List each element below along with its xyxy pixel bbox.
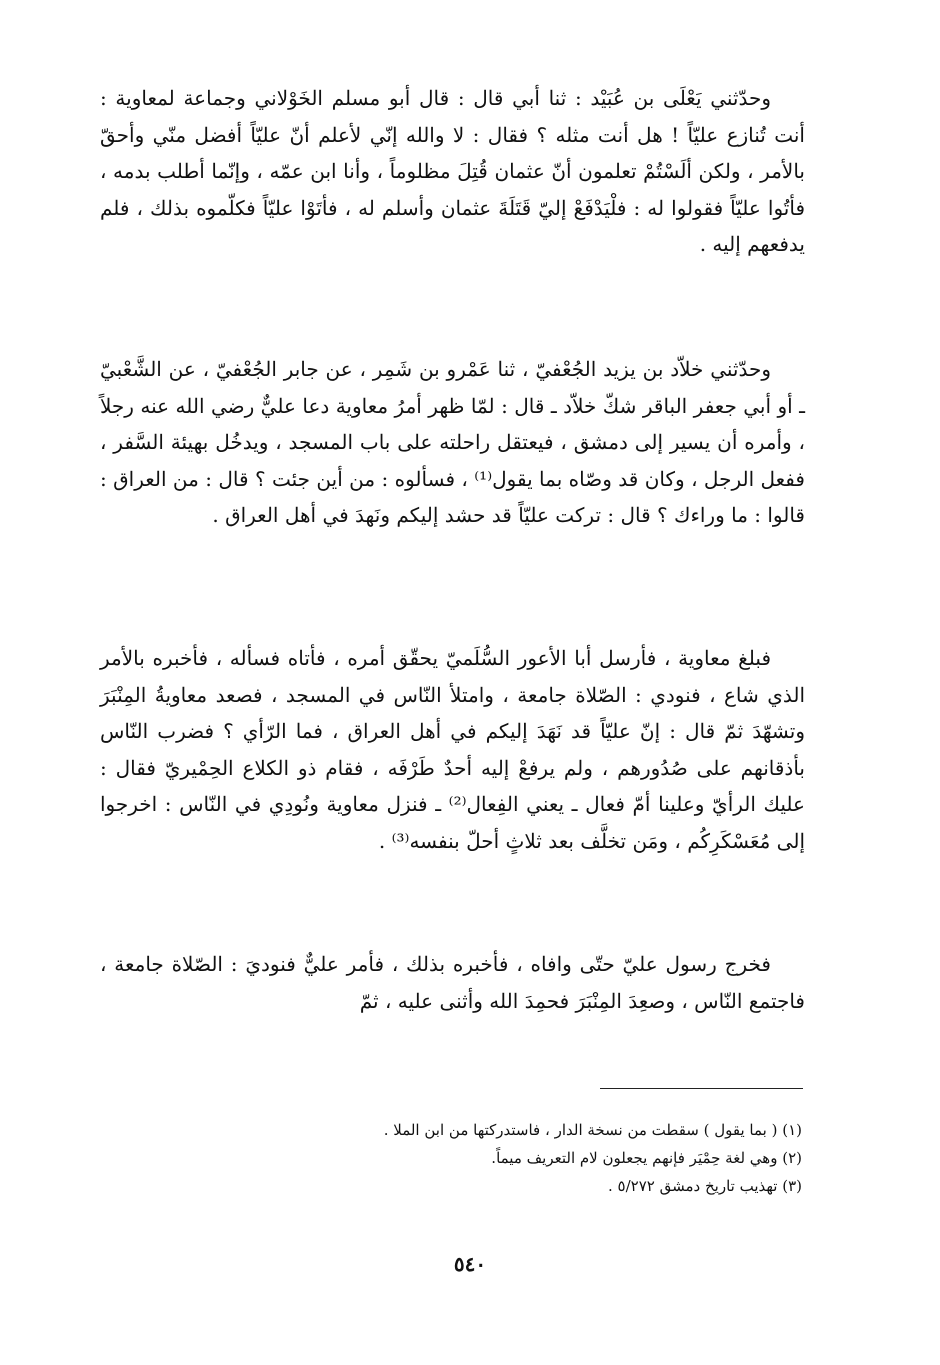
page-number: ٥٤٠ <box>453 1252 487 1276</box>
footnote-1: (١) ( بما يقول ) سقطت من نسخة الدار ، فاستدركتها من ابن الملا . <box>383 1121 802 1139</box>
footnote-2: (٢) وهي لغة حِمْيَر فإنهم يجعلون لام التعريف ميماً. <box>491 1149 802 1167</box>
paragraph-1: وحدّثني يَعْلَى بن عُبَيْد : ثنا أبي قال : قال أبو مسلم الخَوْلاني وجماعة لمعاوية : أنت تُنازع عليّاً ! هل أنت مثله ؟ فقال : لا والله إنّي لأعلم أنّ عليّاً أفضل منّي وأحقّ بالأمر ، ولكن ألَسْتُمْ تعلمون أنّ عثمان قُتِلَ مظلوماً ، وأنا ابن عمّه ، وإنّما أطلب بدمه ، فأتُوا عليّاً فقولوا له : فلْيَدْفَعْ إليّ قَتَلَةَ عثمان وأسلم له ، فأتَوْا عليّاً فكلّموه بذلك ، فلم يدفعهم إليه . <box>100 86 805 256</box>
footnotes <box>182 1116 802 1200</box>
paragraph-4: فخرج رسول عليّ حتّى وافاه ، فأخبره بذلك ، فأمر عليٌّ فنوديَ : الصّلاة جامعة ، فاجتمع النّاس ، وصعِدَ المِنْبَرَ فحمِدَ الله وأثنى عليه ، ثمّ <box>100 952 805 1013</box>
paragraph-2: وحدّثني خلاّد بن يزيد الجُعْفيّ ، ثنا عَمْرو بن شَمِر ، عن جابر الجُعْفيّ ، عن الشَّعْبيّ ـ أو أبي جعفر الباقر شكّ خلاّد ـ قال : لمّا ظهر أمرُ معاوية دعا عليٌّ رضي الله عنه رجلاً ، وأمره أن يسير إلى دمشق ، فيعتقل راحلته على باب المسجد ، ويدخُل بهيئة السَّفر ، ففعل الرجل ، وكان قد وصّاه بما يقول⁽¹⁾ ، فسألوه : من أين جئت ؟ قال : من العراق : قالوا : ما وراءك ؟ قال : تركت عليّاً قد حشد إليكم ونَهدَ في أهل العراق . <box>100 357 805 527</box>
footnote-divider <box>600 1088 803 1089</box>
paragraph-3: فبلغ معاوية ، فأرسل أبا الأعور السُّلَميّ يحقّق أمره ، فأتاه فسأله ، فأخبره بالأمر الذي شاع ، فنودي : الصّلاة جامعة ، وامتلأ النّاس في المسجد ، فصعد معاويةُ المِنْبَرَ وتشهّدَ ثمّ قال : إنّ عليّاً قد نَهَدَ إليكم في أهل العراق ، فما الرّأي ؟ فضرب النّاس بأذقانهم على صُدُورهم ، ولم يرفعْ إليه أحدٌ طَرْفَه ، فقام ذو الكلاع الحِمْيريّ فقال : عليك الرأيّ وعلينا أمّ فعال ـ يعني الفِعال⁽²⁾ ـ فنزل معاوية ونُودِي في النّاس : اخرجوا إلى مُعَسْكَرِكُم ، ومَن تخلَّف بعد ثلاثٍ أحلّ بنفسه⁽³⁾ . <box>100 646 805 853</box>
footnote-3: (٣) تهذيب تاريخ دمشق ٥/٢٧٢ . <box>608 1177 802 1195</box>
